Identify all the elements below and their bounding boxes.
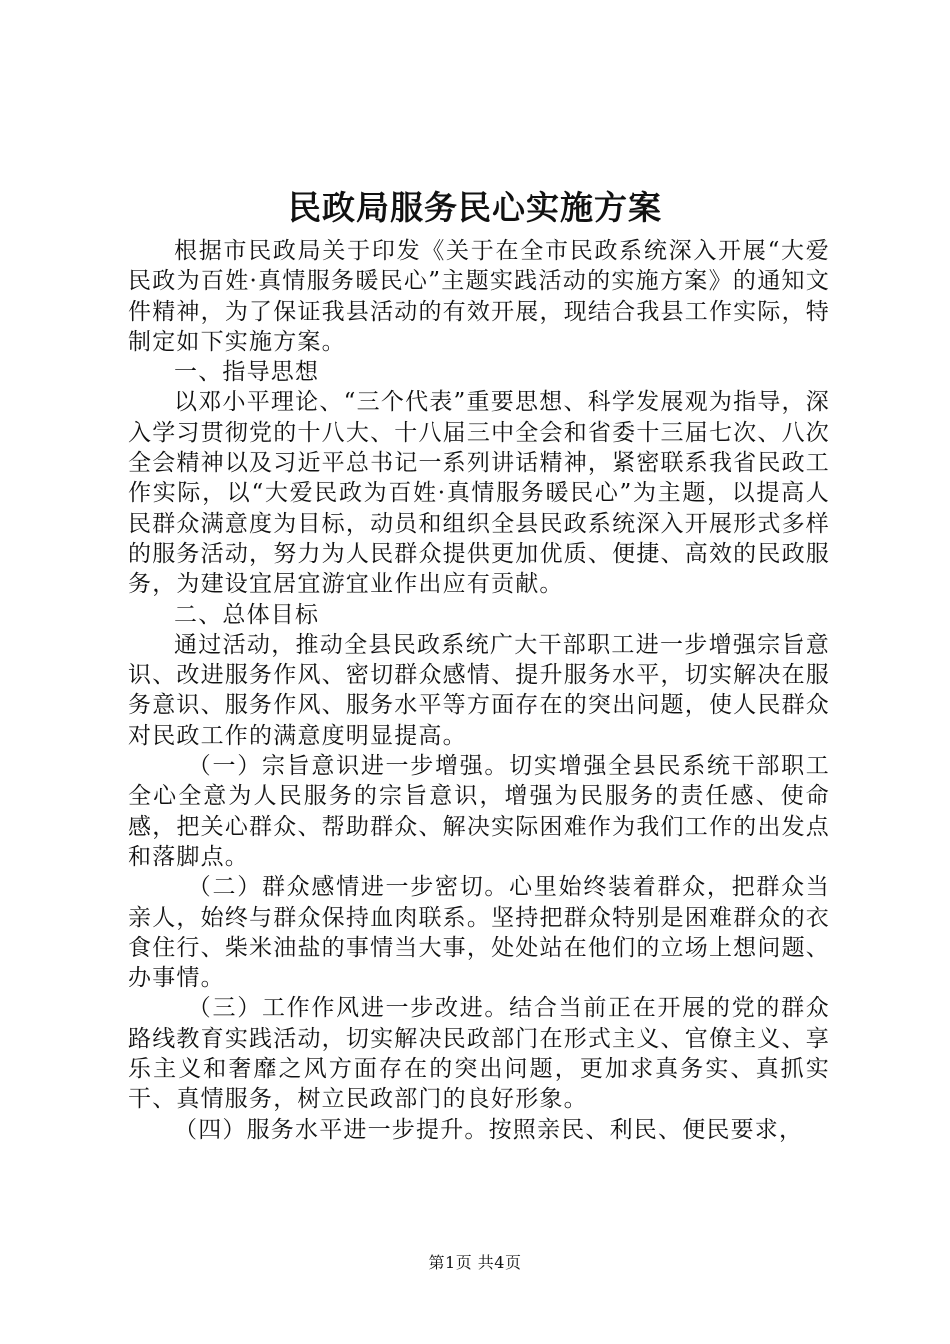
paragraph-item-2: （二）群众感情进一步密切。心里始终装着群众，把群众当亲人，始终与群众保持血肉联系。坚持把群众特别是困难群众的衣食住行、柴米油盐的事情当大事，处处站在他们的立场上想问题、办事情。 [128,874,830,992]
page-number-footer: 第1页 共4页 [428,1253,522,1272]
section-heading-overall-goal: 二、总体目标 [174,601,320,628]
paragraph-intro: 根据市民政局关于印发《关于在全市民政系统深入开展“大爱民政为百姓·真情服务暖民心”主题实践活动的实施方案》的通知文件精神，为了保证我县活动的有效开展，现结合我县工作实际，特制定如下实施方案。 [128,238,830,355]
paragraph-guiding-thought: 以邓小平理论、“三个代表”重要思想、科学发展观为指导，深入学习贯彻党的十八大、十八届三中全会和省委十三届七次、八次全会精神以及习近平总书记一系列讲话精神，紧密联系我省民政工作实际，以“大爱民政为百姓·真情服务暖民心”为主题，以提高人民群众满意度为目标，动员和组织全县民政系统深入开展形式多样的服务活动，努力为人民群众提供更加优质、便捷、高效的民政服务，为建设宜居宜游宜业作出应有贡献。 [128,389,830,598]
paragraph-item-4: （四）服务水平进一步提升。按照亲民、利民、便民要求， [174,1116,804,1143]
paragraph-item-1: （一）宗旨意识进一步增强。切实增强全县民系统干部职工全心全意为人民服务的宗旨意识，增强为民服务的责任感、使命感，把关心群众、帮助群众、解决实际困难作为我们工作的出发点和落脚点。 [128,753,830,870]
document-body [128,236,830,1145]
paragraph-overall-goal: 通过活动，推动全县民政系统广大干部职工进一步增强宗旨意识、改进服务作风、密切群众感情、提升服务水平，切实解决在服务意识、服务作风、服务水平等方面存在的突出问题，使人民群众对民政工作的满意度明显提高。 [128,631,830,749]
document-title: 民政局服务民心实施方案 [288,188,662,227]
paragraph-item-3: （三）工作作风进一步改进。结合当前正在开展的党的群众路线教育实践活动，切实解决民政部门在形式主义、官僚主义、享乐主义和奢靡之风方面存在的突出问题，更加求真务实、真抓实干、真情服务，树立民政部门的良好形象。 [128,995,830,1113]
section-heading-guiding-thought: 一、指导思想 [174,359,320,386]
